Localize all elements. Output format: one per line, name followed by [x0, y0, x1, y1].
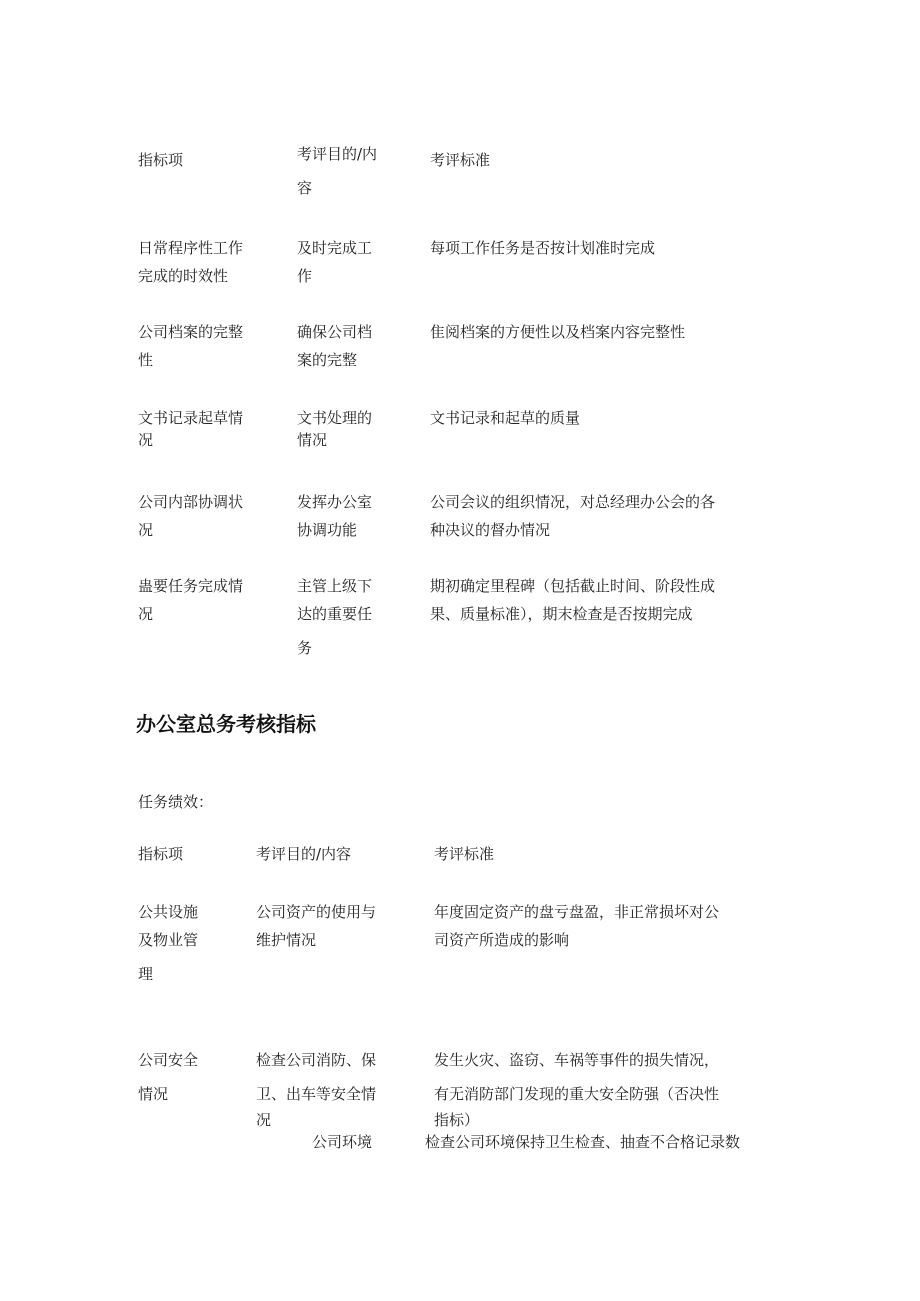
t2-row1-standard-line2: 司资产所造成的影响: [434, 931, 570, 949]
t2-header-indicator: 指标项: [138, 845, 184, 863]
t2-row3-purpose: 公司环境: [312, 1133, 373, 1151]
t2-row1-indicator-line1: 公共设施: [138, 903, 199, 921]
t1-header-standard: 考评标准: [430, 151, 491, 169]
t1-row1-purpose-line1: 及时完成工: [297, 239, 373, 257]
t1-row5-indicator-line2: 况: [138, 605, 154, 623]
t1-row2-purpose-line2: 案的完整: [297, 351, 358, 369]
t1-header-indicator: 指标项: [138, 151, 184, 169]
t1-row3-indicator-line2: 况: [138, 431, 154, 449]
t2-row1-indicator-line2: 及物业管: [138, 931, 199, 949]
t1-row4-standard-line2: 种决议的督办情况: [430, 521, 551, 539]
t1-row5-standard-line2: 果、质量标准），期末检查是否按期完成: [430, 605, 693, 623]
t2-row2-indicator-line1: 公司安全: [138, 1051, 199, 1069]
t2-row1-standard-line1: 年度固定资产的盘亏盘盈，非正常损坏对公: [434, 903, 720, 921]
t1-row4-purpose-line2: 协调功能: [297, 521, 358, 539]
t2-row2-purpose-line1: 检查公司消防、保: [256, 1051, 377, 1069]
t1-header-purpose-line2: 容: [297, 179, 313, 197]
t2-row2-purpose-line3: 况: [256, 1111, 272, 1129]
t2-header-purpose: 考评目的/内容: [256, 845, 352, 863]
t2-row2-purpose-line2: 卫、出车等安全情: [256, 1085, 377, 1103]
subtitle: 任务绩效：: [138, 793, 214, 811]
t1-row2-indicator-line2: 性: [138, 351, 154, 369]
t2-row1-purpose-line1: 公司资产的使用与: [256, 903, 377, 921]
t2-header-standard: 考评标准: [434, 845, 495, 863]
t1-row1-indicator-line1: 日常程序性工作: [138, 239, 244, 257]
t1-row5-purpose-line3: 务: [297, 639, 313, 657]
t1-row3-purpose-line2: 情况: [297, 431, 328, 449]
t1-row2-standard: 隹阅档案的方便性以及档案内容完整性: [430, 323, 686, 341]
t2-row2-indicator-line2: 情况: [138, 1085, 169, 1103]
t1-row1-standard: 每项工作任务是否按计划准时完成: [430, 239, 656, 257]
t1-row4-indicator-line2: 况: [138, 521, 154, 539]
t1-row5-standard-line1: 期初确定里程碑（包括截止时间、阶段性成: [430, 577, 716, 595]
t1-row3-standard: 文书记录和起草的质量: [430, 409, 581, 427]
t1-row2-purpose-line1: 确保公司档: [297, 323, 373, 341]
t2-row2-standard-line3: 指标）: [434, 1111, 480, 1129]
t1-row1-purpose-line2: 作: [297, 267, 313, 285]
t1-row5-indicator-line1: 蛊要任务完成情: [138, 577, 244, 595]
t1-row3-purpose-line1: 文书处理的: [297, 409, 373, 427]
t2-row2-standard-line2: 有无消防部门发现的重大安全防强（否决性: [434, 1085, 720, 1103]
t1-row5-purpose-line1: 主管上级下: [297, 577, 373, 595]
t1-row2-indicator-line1: 公司档案的完整: [138, 323, 244, 341]
t1-row5-purpose-line2: 达的重要任: [297, 605, 373, 623]
t1-row3-indicator-line1: 文书记录起草情: [138, 409, 244, 427]
t2-row1-indicator-line3: 理: [138, 965, 154, 983]
t2-row2-standard-line1: 发生火灾、盗窃、车祸等事件的损失情况，: [434, 1051, 720, 1069]
t2-row1-purpose-line2: 维护情况: [256, 931, 317, 949]
section-title: 办公室总务考核指标: [136, 712, 316, 736]
t1-row1-indicator-line2: 完成的时效性: [138, 267, 229, 285]
t1-row4-standard-line1: 公司会议的组织情况，对总经理办公会的各: [430, 493, 716, 511]
t1-header-purpose-line1: 考评目的/内: [297, 145, 378, 163]
t1-row4-indicator-line1: 公司内部协调状: [138, 493, 244, 511]
t1-row4-purpose-line1: 发挥办公室: [297, 493, 373, 511]
t2-row3-standard: 检查公司环境保持卫生检查、抽查不合格记录数: [425, 1133, 741, 1151]
